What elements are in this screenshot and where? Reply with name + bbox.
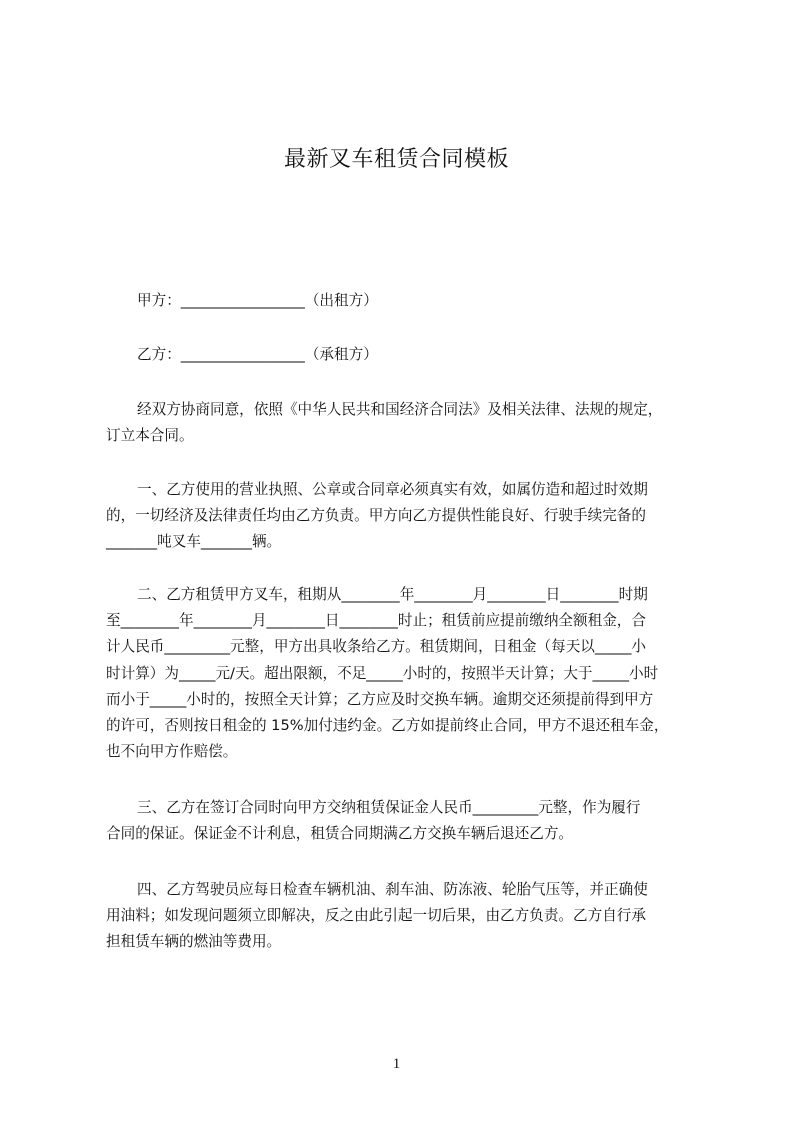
preamble-line-1: 经双方协商同意，依照《中华人民共和国经济合同法》及相关法律、法规的规定， <box>137 401 663 418</box>
clause4-line-3: 担租赁车辆的燃油等费用。 <box>106 933 282 950</box>
clause4-line-1: 四、乙方驾驶员应每日检查车辆机油、刹车油、防冻液、轮胎气压等，并正确使 <box>137 881 648 898</box>
clause2-line-3: 计人民币_________元整，甲方出具收条给乙方。租赁期间，日租金（每天以_____小 <box>106 638 646 655</box>
clause3-line-2: 合同的保证。保证金不计利息，租赁合同期满乙方交换车辆后退还乙方。 <box>106 825 574 842</box>
clause4-line-2: 用油料；如发现问题须立即解决，反之由此引起一切后果，由乙方负责。乙方自行承 <box>106 907 646 924</box>
clause2-line-4: 时计算）为_____元/天。超出限额，不足_____小时的，按照半天计算；大于_____小时 <box>106 665 659 682</box>
clause2-line-7: 也不向甲方作赔偿。 <box>106 743 238 760</box>
clause2-line-1: 二、乙方租赁甲方叉车，租期从________年________月________日________时期 <box>137 586 648 603</box>
document-title: 最新叉车租赁合同模板 <box>283 147 509 172</box>
clause1-line-3: _______吨叉车_______辆。 <box>106 533 282 550</box>
clause2-line-2: 至________年________月________日________时止；租赁前应提前缴纳全额租金，合 <box>106 612 646 629</box>
clause3-line-1: 三、乙方在签订合同时向甲方交纳租赁保证金人民币_________元整，作为履行 <box>137 799 641 816</box>
clause2-line-6: 的许可，否则按日租金的 15%加付违约金。乙方如提前终止合同，甲方不退还租车金， <box>106 717 669 734</box>
clause2-line-5: 而小于_____小时的，按照全天计算；乙方应及时交换车辆。逾期交还须提前得到甲方 <box>106 691 654 708</box>
party-a-line: 甲方：_________________（出租方） <box>137 292 378 309</box>
clause1-line-2: 的，一切经济及法律责任均由乙方负责。甲方向乙方提供性能良好、行驶手续完备的 <box>106 507 646 524</box>
clause1-line-1: 一、乙方使用的营业执照、公章或合同章必须真实有效，如属仿造和超过时效期 <box>137 481 648 498</box>
party-b-line: 乙方：_________________（承租方） <box>137 346 378 363</box>
preamble-line-2: 订立本合同。 <box>106 427 194 444</box>
page-number: 1 <box>392 1056 401 1072</box>
